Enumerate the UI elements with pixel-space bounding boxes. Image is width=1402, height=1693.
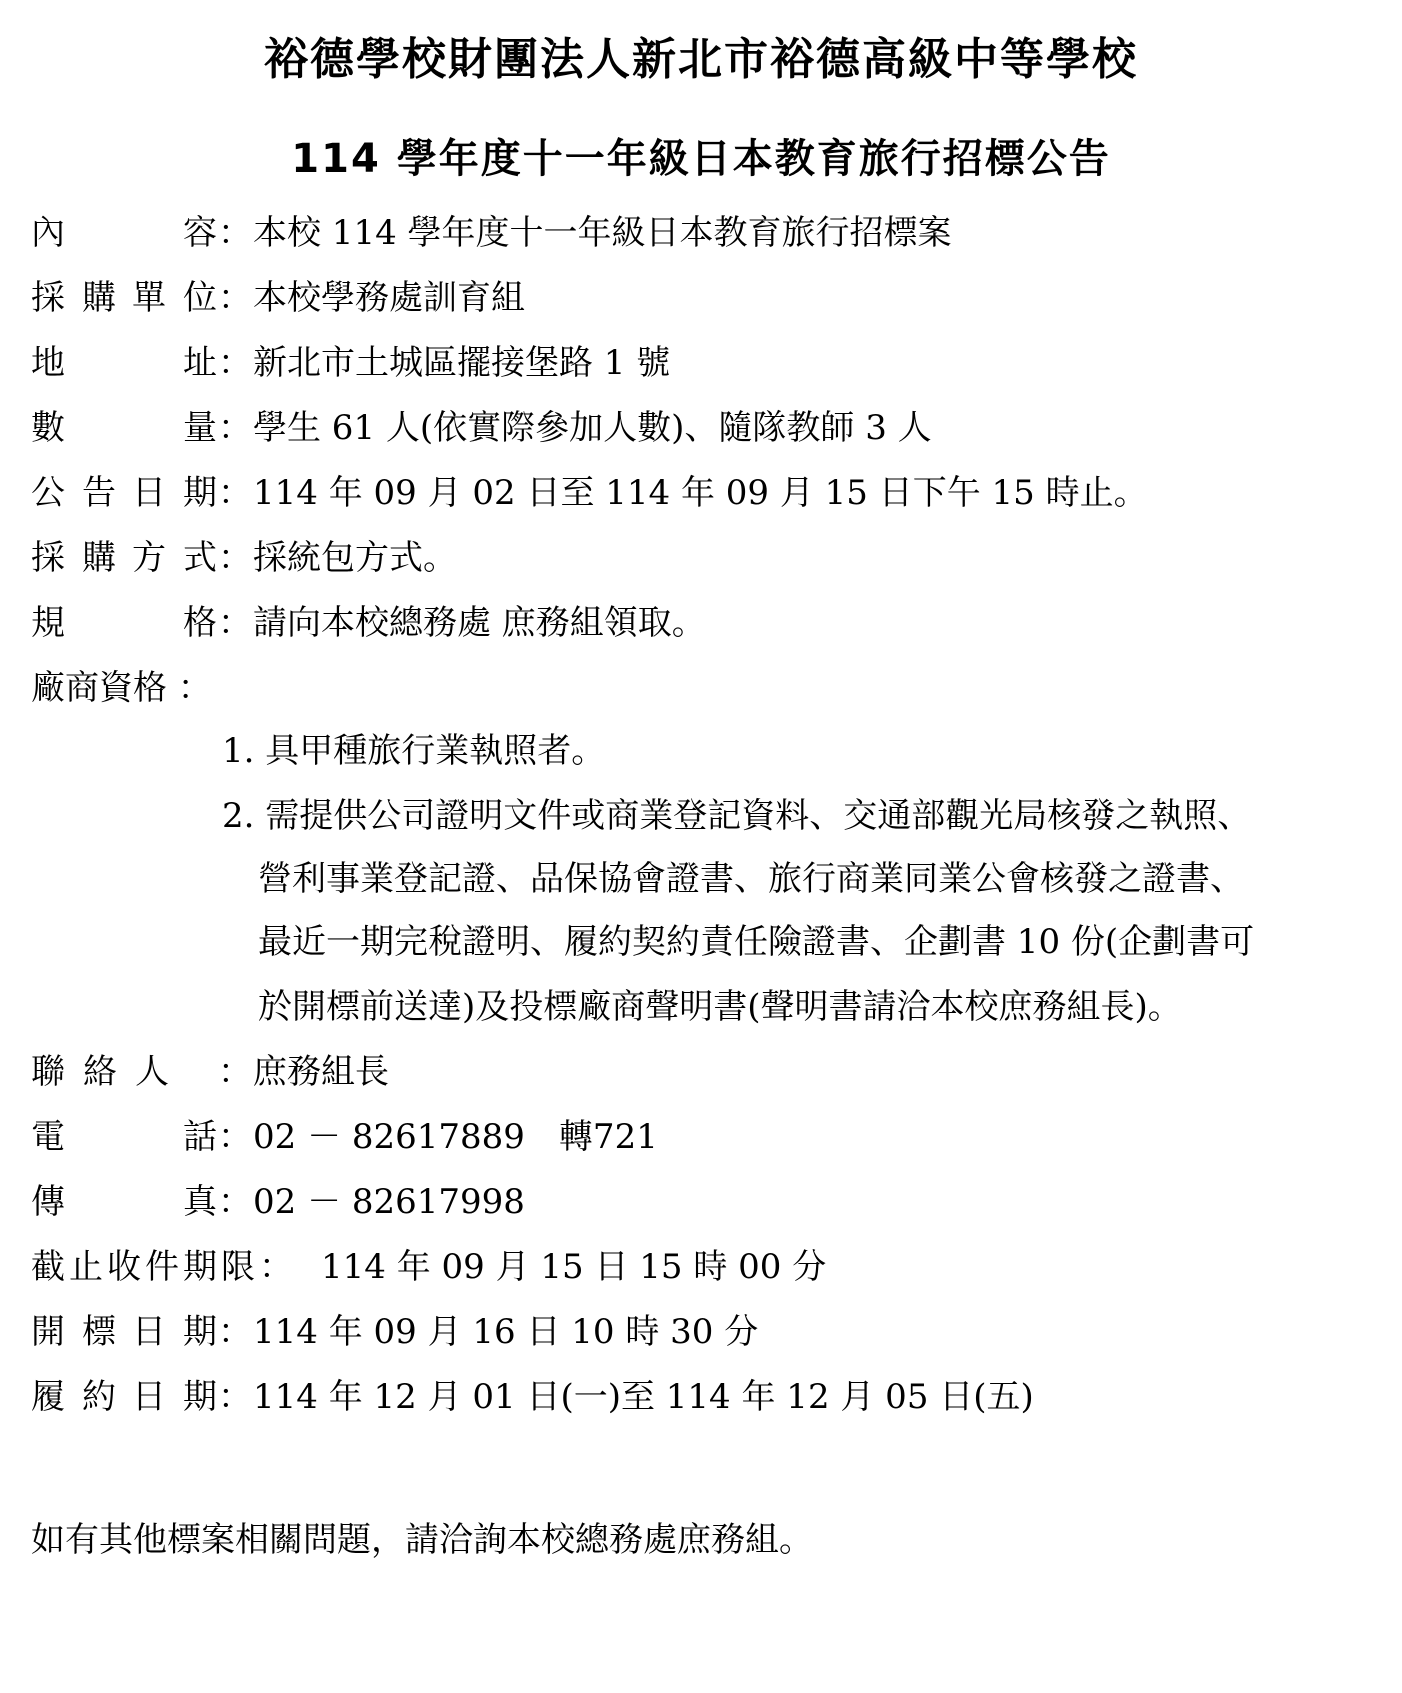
field-colon: ： — [218, 1377, 252, 1417]
field-colon: ： — [218, 1182, 252, 1222]
field-colon: ： — [218, 343, 252, 383]
field-label-char: 開 — [31, 1312, 65, 1352]
footer-note: 如有其他標案相關問題，請洽詢本校總務處庶務組。 — [31, 1520, 813, 1560]
field-label-char: 告 — [82, 473, 116, 513]
field-label-char: 電 — [31, 1117, 65, 1157]
field-value-address: 新北市土城區擺接堡路 1 號 — [253, 343, 671, 383]
field-value-quantity: 學生 61 人(依實際參加人數)、隨隊教師 3 人 — [253, 408, 932, 448]
field-label-char: 地 — [31, 343, 65, 383]
field-label-char: 位 — [183, 278, 217, 318]
field-label-char: 期 — [183, 1377, 217, 1417]
field-label-char: 日 — [132, 1377, 166, 1417]
field-value-contact-person: 庶務組長 — [253, 1052, 389, 1092]
qualifications-label: 廠商資格 ： — [31, 668, 212, 708]
field-label-char: 話 — [183, 1117, 217, 1157]
field-label-char: 數 — [31, 408, 65, 448]
field-colon: ： — [218, 408, 252, 448]
field-label-char: 購 — [82, 278, 116, 318]
field-value-specification: 請向本校總務處 庶務組領取。 — [253, 603, 706, 643]
field-label-char: 履 — [31, 1377, 65, 1417]
field-value-deadline: 114 年 09 月 15 日 15 時 00 分 — [321, 1247, 827, 1287]
field-label-deadline: 截止收件期限： — [31, 1247, 297, 1287]
qualification-item-2-line-4: 於開標前送達)及投標廠商聲明書(聲明書請洽本校庶務組長)。 — [258, 987, 1182, 1027]
field-label-char: 絡 — [83, 1052, 117, 1092]
field-label-char: 約 — [82, 1377, 116, 1417]
field-colon: ： — [218, 278, 252, 318]
field-value-performance-date: 114 年 12 月 01 日(一)至 114 年 12 月 05 日(五) — [253, 1377, 1034, 1417]
field-value-announcement-date: 114 年 09 月 02 日至 114 年 09 月 15 日下午 15 時止。 — [253, 473, 1148, 513]
field-colon: ： — [218, 1312, 252, 1352]
announcement-title: 114 學年度十一年級日本教育旅行招標公告 — [291, 136, 1111, 182]
field-label-char: 採 — [31, 278, 65, 318]
field-label-char: 址 — [183, 343, 217, 383]
field-label-char: 期 — [183, 473, 217, 513]
field-label-char: 真 — [183, 1182, 217, 1222]
field-value-procurement-method: 採統包方式。 — [253, 538, 457, 578]
field-value-fax: 02 － 82617998 — [253, 1182, 525, 1222]
qualification-item-2: 2. 需提供公司證明文件或商業登記資料、交通部觀光局核發之執照、 — [222, 796, 1252, 836]
field-value-procurement-unit: 本校學務處訓育組 — [253, 278, 525, 318]
qualification-item-2-line-2: 營利事業登記證、品保協會證書、旅行商業同業公會核發之證書、 — [258, 859, 1244, 899]
school-title: 裕德學校財團法人新北市裕德高級中等學校 — [264, 34, 1138, 85]
qualification-item-2-line-3: 最近一期完稅證明、履約契約責任險證書、企劃書 10 份(企劃書可 — [258, 922, 1255, 962]
field-label-char: 日 — [132, 473, 166, 513]
field-label-char: 方 — [132, 538, 166, 578]
field-label-char: 傳 — [31, 1182, 65, 1222]
field-label-char: 內 — [31, 213, 65, 253]
field-colon: ： — [218, 473, 252, 513]
field-label-char: 標 — [82, 1312, 116, 1352]
field-colon: ： — [218, 213, 252, 253]
qualification-item-1: 1. 具甲種旅行業執照者。 — [222, 731, 606, 771]
field-label-char: 單 — [132, 278, 166, 318]
field-colon: ： — [218, 1052, 252, 1092]
field-label-char: 公 — [31, 473, 65, 513]
field-value-opening-date: 114 年 09 月 16 日 10 時 30 分 — [253, 1312, 759, 1352]
field-colon: ： — [218, 538, 252, 578]
field-value-content: 本校 114 學年度十一年級日本教育旅行招標案 — [253, 213, 952, 253]
field-label-char: 人 — [135, 1052, 169, 1092]
field-label-char: 式 — [183, 538, 217, 578]
field-label-char: 容 — [183, 213, 217, 253]
field-label-char: 日 — [132, 1312, 166, 1352]
field-label-char: 期 — [183, 1312, 217, 1352]
field-label-char: 購 — [82, 538, 116, 578]
field-value-phone: 02 － 82617889 轉721 — [253, 1117, 658, 1157]
field-colon: ： — [218, 603, 252, 643]
field-label-char: 規 — [31, 603, 65, 643]
field-label-char: 採 — [31, 538, 65, 578]
field-colon: ： — [218, 1117, 252, 1157]
field-label-char: 聯 — [31, 1052, 65, 1092]
field-label-char: 量 — [183, 408, 217, 448]
field-label-char: 格 — [183, 603, 217, 643]
